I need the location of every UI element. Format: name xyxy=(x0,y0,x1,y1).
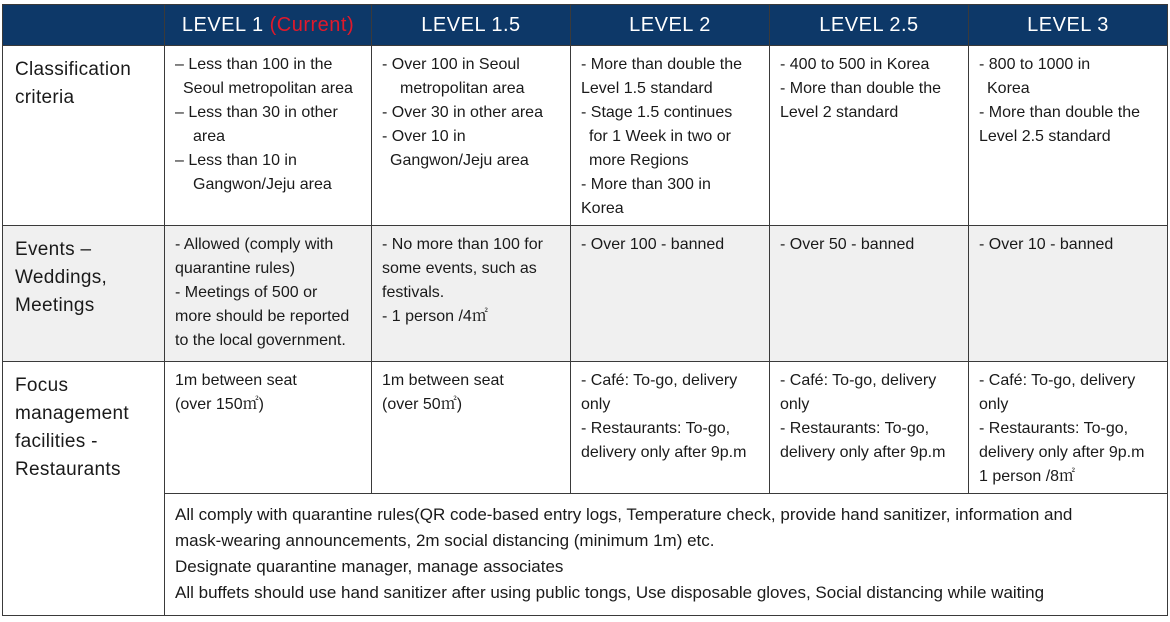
criteria-level-1 xyxy=(165,46,372,226)
events-level-2-5 xyxy=(770,226,969,362)
cell-line: metropolitan area xyxy=(400,80,525,97)
header-level-1 xyxy=(165,5,372,46)
cell-line: only xyxy=(780,396,810,413)
cell-line: delivery only after 9p.m xyxy=(581,444,747,461)
row-head-criteria xyxy=(3,46,165,226)
cell-line: Korea xyxy=(581,200,624,217)
restaurants-level-1 xyxy=(165,362,372,494)
row-head-events xyxy=(3,226,165,362)
cell-line: - No more than 100 for xyxy=(382,236,543,253)
row-head-restaurants xyxy=(3,362,165,616)
cell-line: - Restaurants: To-go, xyxy=(581,420,731,437)
cell-line: - Over 100 - banned xyxy=(581,236,725,253)
cell-line: more Regions xyxy=(589,152,689,169)
restaurants-level-2 xyxy=(571,362,770,494)
cell-line: - More than double the xyxy=(780,80,941,97)
cell-line: – Less than 100 in the xyxy=(175,56,333,73)
events-level-3 xyxy=(969,226,1168,362)
cell-line: - More than double the xyxy=(581,56,742,73)
cell-line: for 1 Week in two or xyxy=(589,128,731,145)
cell-line: Level 1.5 standard xyxy=(581,80,713,97)
cell-line: – Less than 10 in xyxy=(175,152,297,169)
cell-line: – Less than 30 in other xyxy=(175,104,338,121)
criteria-level-1-5 xyxy=(372,46,571,226)
cell-line: - 400 to 500 in Korea xyxy=(780,56,930,73)
cell-line: - Restaurants: To-go, xyxy=(979,420,1129,437)
row-head-line: Restaurants xyxy=(15,459,121,480)
events-level-1-5 xyxy=(372,226,571,362)
header-corner xyxy=(3,5,165,46)
common-rule-line: mask-wearing announcements, 2m social distancing (minimum 1m) etc. xyxy=(175,531,715,550)
cell-line: Level 2 standard xyxy=(780,104,899,121)
cell-line: 1m between seat xyxy=(382,372,504,389)
header-level-1-5: LEVEL 1.5 xyxy=(372,5,571,46)
criteria-level-3 xyxy=(969,46,1168,226)
cell-line: delivery only after 9p.m xyxy=(780,444,946,461)
cell-line: - Over 50 - banned xyxy=(780,236,915,253)
cell-line: - Meetings of 500 or xyxy=(175,284,318,301)
cell-line: only xyxy=(581,396,611,413)
header-row xyxy=(3,5,1168,46)
cell-line: 1 person /8㎡ xyxy=(979,468,1076,485)
cell-line: more should be reported xyxy=(175,308,350,325)
row-head-line: Focus xyxy=(15,375,69,396)
criteria-level-2-5 xyxy=(770,46,969,226)
events-level-2 xyxy=(571,226,770,362)
cell-line: Seoul metropolitan area xyxy=(183,80,353,97)
cell-line: to the local government. xyxy=(175,332,346,349)
common-rule-line: All comply with quarantine rules(QR code-based entry logs, Temperature check, provide hand sanitizer, information and xyxy=(175,505,1073,524)
cell-line: quarantine rules) xyxy=(175,260,296,277)
cell-line: Level 2.5 standard xyxy=(979,128,1111,145)
events-row xyxy=(3,226,1168,362)
cell-line: Gangwon/Jeju area xyxy=(193,176,332,193)
cell-line: - Over 10 - banned xyxy=(979,236,1114,253)
common-rules-cell xyxy=(165,494,1168,616)
cell-line: festivals. xyxy=(382,284,445,301)
row-head-line: facilities - xyxy=(15,431,98,452)
cell-line: - Over 30 in other area xyxy=(382,104,543,121)
cell-line: - More than 300 in xyxy=(581,176,711,193)
cell-line: - Café: To-go, delivery xyxy=(979,372,1136,389)
cell-line: - Over 10 in xyxy=(382,128,466,145)
common-rule-line: All buffets should use hand sanitizer after using public tongs, Use disposable gloves, Social distancing while waiting xyxy=(175,583,1045,602)
criteria-row xyxy=(3,46,1168,226)
header-level-2: LEVEL 2 xyxy=(571,5,770,46)
row-head-line: Meetings xyxy=(15,295,95,316)
cell-line: 1m between seat xyxy=(175,372,297,389)
events-level-1 xyxy=(165,226,372,362)
cell-line: - 1 person /4㎡ xyxy=(382,308,488,325)
cell-line: area xyxy=(193,128,226,145)
criteria-level-2 xyxy=(571,46,770,226)
current-badge: (Current) xyxy=(269,13,355,36)
header-level-3: LEVEL 3 xyxy=(969,5,1168,46)
distancing-levels-table xyxy=(2,4,1168,616)
row-head-line: Events – xyxy=(15,239,92,260)
cell-line: some events, such as xyxy=(382,260,537,277)
common-rules-row xyxy=(3,494,1168,616)
cell-line: - Café: To-go, delivery xyxy=(780,372,937,389)
cell-line: (over 50㎡) xyxy=(382,396,463,413)
cell-line: - Over 100 in Seoul xyxy=(382,56,520,73)
row-head-line: Classification xyxy=(15,59,132,80)
common-rule-line: Designate quarantine manager, manage associates xyxy=(175,557,564,576)
restaurants-level-2-5 xyxy=(770,362,969,494)
cell-line: delivery only after 9p.m xyxy=(979,444,1145,461)
cell-line: only xyxy=(979,396,1009,413)
header-level-2-5: LEVEL 2.5 xyxy=(770,5,969,46)
row-head-line: Weddings, xyxy=(15,267,108,288)
cell-line: - More than double the xyxy=(979,104,1140,121)
row-head-line: management xyxy=(15,403,129,424)
restaurants-level-3 xyxy=(969,362,1168,494)
row-head-line: criteria xyxy=(15,87,75,108)
cell-line: - Stage 1.5 continues xyxy=(581,104,733,121)
cell-line: - Restaurants: To-go, xyxy=(780,420,930,437)
restaurants-level-1-5 xyxy=(372,362,571,494)
cell-line: Gangwon/Jeju area xyxy=(390,152,529,169)
cell-line: Korea xyxy=(987,80,1030,97)
cell-line: (over 150㎡) xyxy=(175,396,264,413)
cell-line: - 800 to 1000 in xyxy=(979,56,1091,73)
level-1-label: LEVEL 1 xyxy=(181,13,264,36)
cell-line: - Allowed (comply with xyxy=(175,236,334,253)
cell-line: - Café: To-go, delivery xyxy=(581,372,738,389)
restaurants-row xyxy=(3,362,1168,494)
